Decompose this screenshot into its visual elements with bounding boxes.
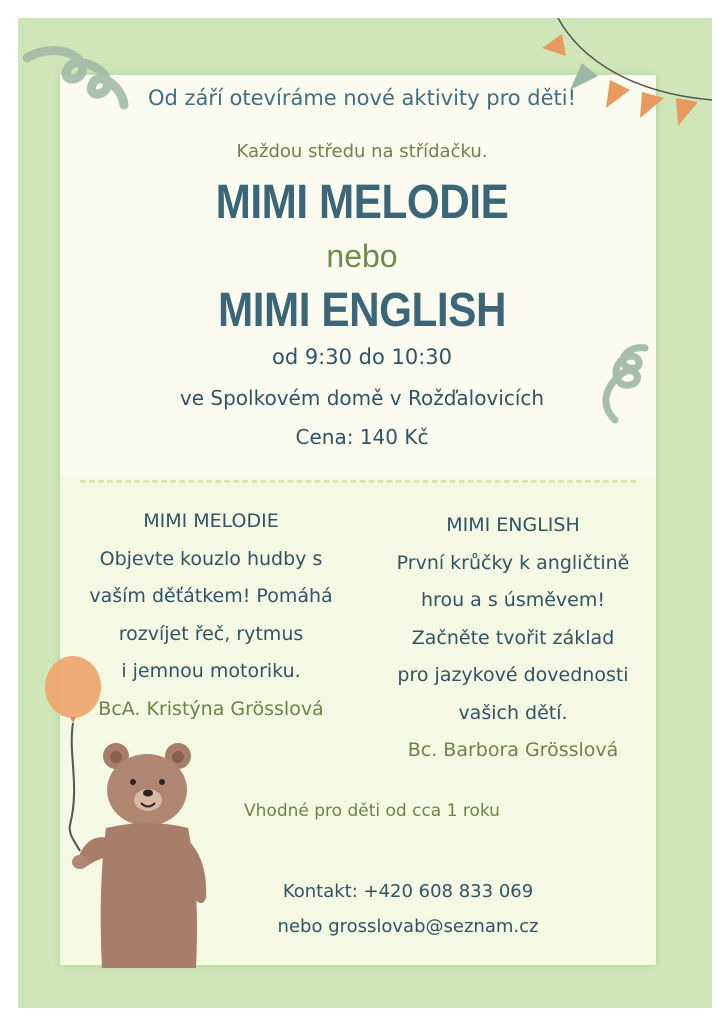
description-line: Začněte tvořit základ xyxy=(411,626,615,649)
schedule-text: Každou středu na střídačku. xyxy=(236,141,488,162)
column-title: MIMI MELODIE xyxy=(143,510,279,532)
age-note: Vhodné pro děti od cca 1 roku xyxy=(244,801,500,821)
description-line: vašich dětí. xyxy=(458,701,568,724)
contact-email: nebo grosslovab@seznam.cz xyxy=(277,916,539,937)
melodie-description xyxy=(70,503,352,728)
program-title-melodie: MIMI MELODIE xyxy=(215,176,509,229)
column-title: MIMI ENGLISH xyxy=(446,514,580,536)
time-text: od 9:30 do 10:30 xyxy=(271,345,453,369)
description-line: Objevte kouzlo hudby s xyxy=(99,547,323,570)
bunting-flags-icon xyxy=(540,18,724,138)
teacher-name: Bc. Barbora Grösslová xyxy=(407,739,619,761)
description-line: pro jazykové dovednosti xyxy=(397,664,629,686)
dashed-divider xyxy=(80,480,636,483)
description-line: První krůčky k angličtině xyxy=(396,551,630,574)
teacher-name: BcA. Kristýna Grösslová xyxy=(98,697,324,720)
description-line: rozvíjet řeč, rytmus xyxy=(118,622,304,645)
english-description xyxy=(380,507,646,770)
description-line: i jemnou motoriku. xyxy=(121,660,301,682)
program-title-english: MIMI ENGLISH xyxy=(217,284,507,337)
description-line: vaším děťátkem! Pomáhá xyxy=(89,585,333,607)
description-line: hrou a s úsměvem! xyxy=(421,589,605,611)
price-text: Cena: 140 Kč xyxy=(295,425,429,449)
place-text: ve Spolkovém domě v Rožďalovicích xyxy=(179,386,545,410)
headline: Od září otevíráme nové aktivity pro děti! xyxy=(147,86,577,110)
contact-phone: Kontakt: +420 608 833 069 xyxy=(282,881,534,902)
connector-text: nebo xyxy=(326,238,398,274)
